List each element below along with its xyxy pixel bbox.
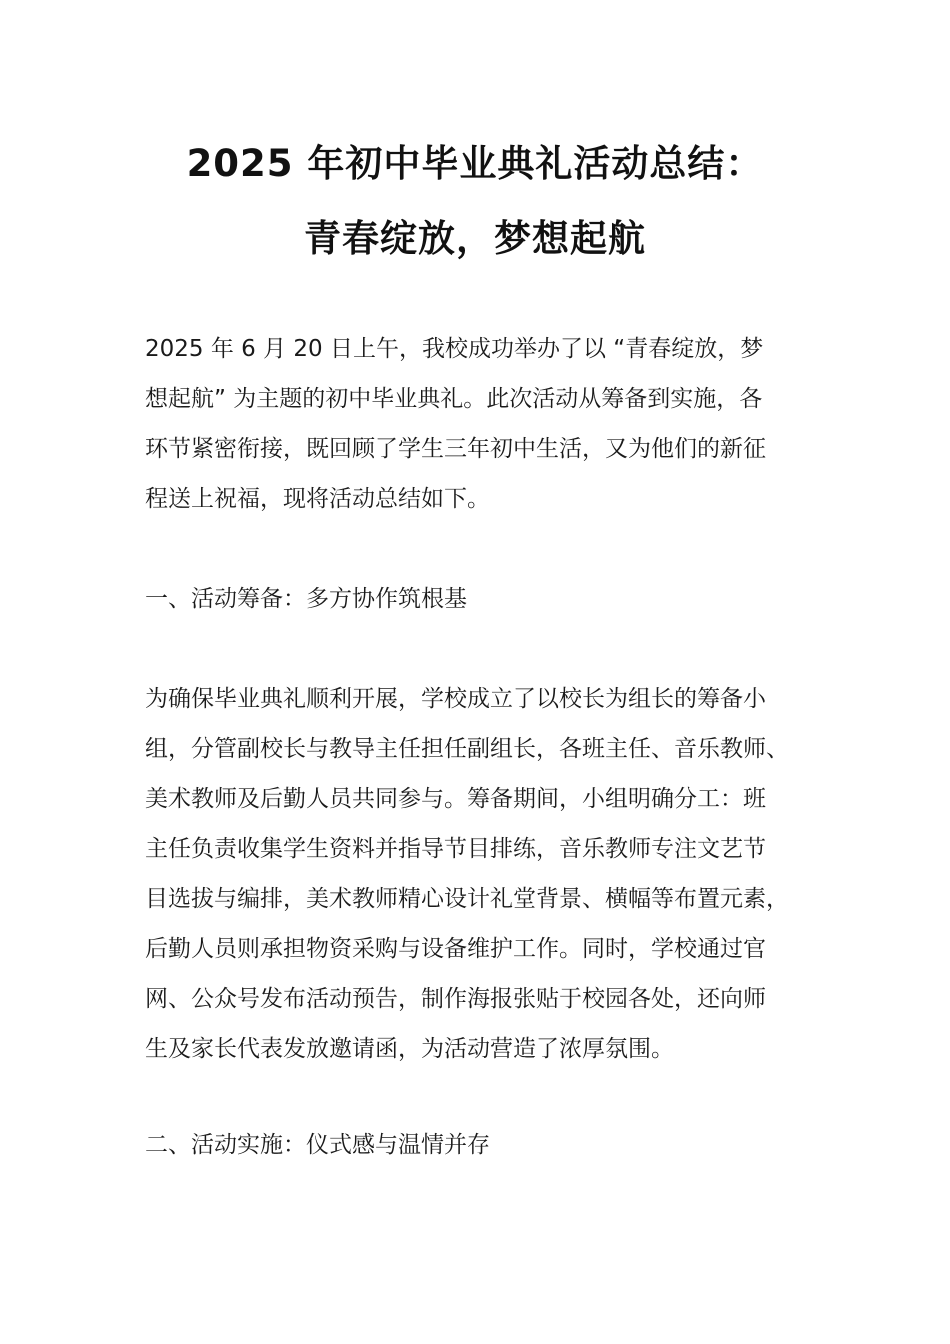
section-1-line-5: 目选拔与编排，美术教师精心设计礼堂背景、横幅等布置元素， bbox=[145, 886, 789, 912]
intro-line-1: 2025 年 6 月 20 日上午，我校成功举办了以 “青春绽放，梦 bbox=[145, 336, 764, 362]
intro-line-3: 环节紧密衔接，既回顾了学生三年初中生活，又为他们的新征 bbox=[145, 436, 766, 462]
section-1-heading: 一、活动筹备：多方协作筑根基 bbox=[145, 586, 467, 612]
intro-line-4: 程送上祝福，现将活动总结如下。 bbox=[145, 486, 490, 512]
section-1-line-4: 主任负责收集学生资料并指导节目排练，音乐教师专注文艺节 bbox=[145, 836, 766, 862]
section-1-line-2: 组，分管副校长与教导主任担任副组长，各班主任、音乐教师、 bbox=[145, 736, 789, 762]
intro-line-2: 想起航” 为主题的初中毕业典礼。此次活动从筹备到实施，各 bbox=[145, 386, 763, 412]
section-1-line-6: 后勤人员则承担物资采购与设备维护工作。同时，学校通过官 bbox=[145, 936, 766, 962]
section-1-line-8: 生及家长代表发放邀请函，为活动营造了浓厚氛围。 bbox=[145, 1036, 674, 1062]
document-title-line-2: 青春绽放，梦想起航 bbox=[304, 217, 646, 260]
section-1-line-7: 网、公众号发布活动预告，制作海报张贴于校园各处，还向师 bbox=[145, 986, 766, 1012]
document-title-line-1: 2025 年初中毕业典礼活动总结： bbox=[186, 142, 764, 185]
section-1-line-3: 美术教师及后勤人员共同参与。筹备期间，小组明确分工：班 bbox=[145, 786, 766, 812]
section-1-line-1: 为确保毕业典礼顺利开展，学校成立了以校长为组长的筹备小 bbox=[145, 686, 766, 712]
section-2-heading: 二、活动实施：仪式感与温情并存 bbox=[145, 1132, 490, 1158]
